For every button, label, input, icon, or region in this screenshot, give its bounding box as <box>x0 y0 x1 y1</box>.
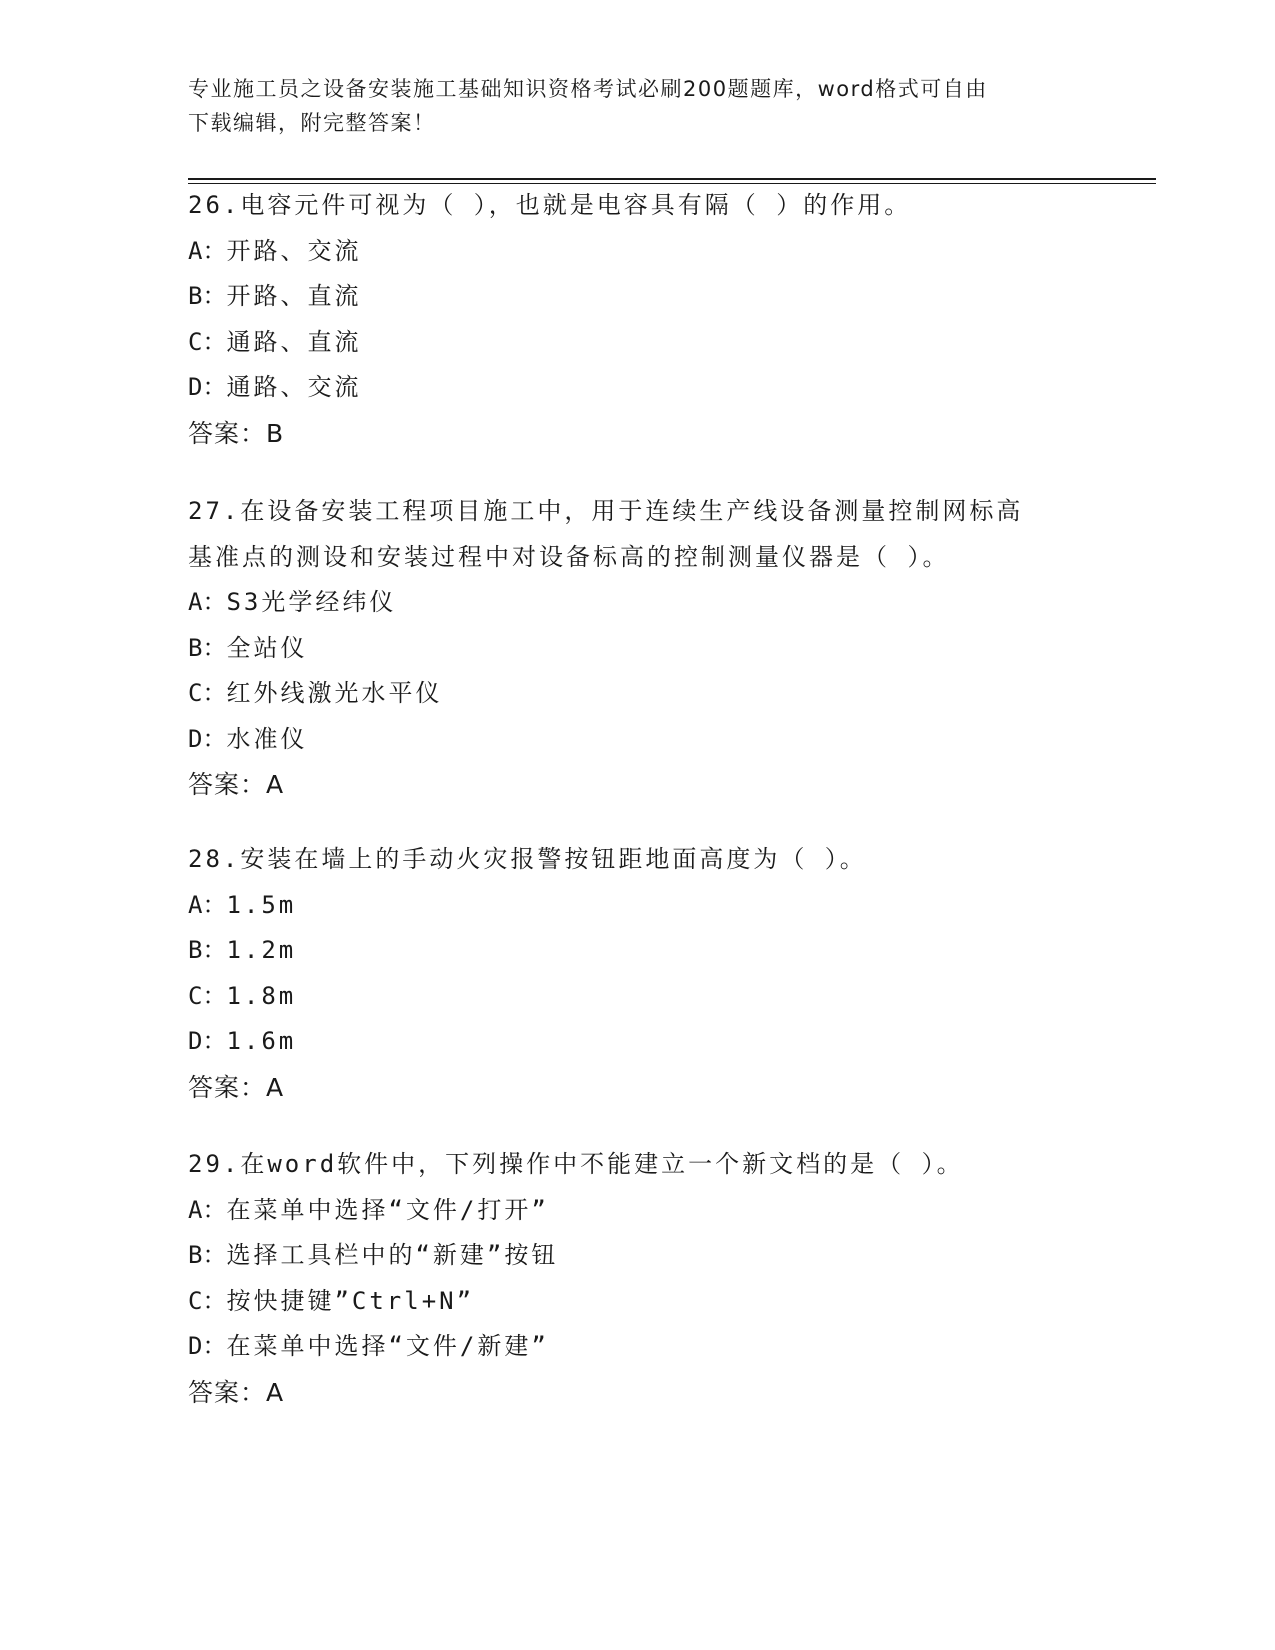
option-text: 在菜单中选择“文件/打开” <box>226 1195 549 1224</box>
option-key: A： <box>188 588 227 616</box>
option-b <box>188 626 1048 672</box>
option-text: 开路、直流 <box>226 282 362 310</box>
option-text: 全站仪 <box>226 633 308 662</box>
document-header <box>188 72 1068 140</box>
option-text: 通路、交流 <box>226 373 362 401</box>
option-key: D： <box>188 373 227 401</box>
option-key: C： <box>188 981 227 1010</box>
option-key: D： <box>188 1027 227 1055</box>
header-line-1: 专业施工员之设备安装施工基础知识资格考试必刷200题题库，word格式可自由 <box>188 77 988 101</box>
option-text: 1.5m <box>226 890 297 919</box>
question-stem: 27.在设备安装工程项目施工中，用于连续生产线设备测量控制网标高基准点的测设和安装过程中对设备标高的控制测量仪器是（ ）。 <box>188 497 1024 571</box>
header-divider-thick <box>188 178 1156 180</box>
option-a <box>188 1188 1088 1234</box>
option-key: B： <box>188 1241 227 1269</box>
question-27 <box>188 489 1048 808</box>
option-c <box>188 974 1088 1020</box>
answer-line: 答案：B <box>188 418 285 448</box>
question-28 <box>188 837 1088 1110</box>
option-c <box>188 671 1048 717</box>
option-text: S3光学经纬仪 <box>226 588 397 616</box>
option-text: 水准仪 <box>226 724 308 753</box>
option-text: 选择工具栏中的“新建”按钮 <box>226 1241 559 1269</box>
option-key: B： <box>188 633 227 662</box>
option-a <box>188 229 1088 275</box>
question-stem: 26.电容元件可视为（ ），也就是电容具有隔（ ）的作用。 <box>188 191 912 219</box>
option-a <box>188 883 1088 929</box>
option-d <box>188 717 1048 763</box>
option-d <box>188 1324 1088 1370</box>
question-stem: 29.在word软件中，下列操作中不能建立一个新文档的是（ ）。 <box>188 1150 964 1178</box>
option-key: B： <box>188 936 227 964</box>
option-text: 红外线激光水平仪 <box>226 679 443 707</box>
option-text: 在菜单中选择“文件/新建” <box>226 1332 549 1360</box>
option-d <box>188 365 1088 411</box>
option-text: 1.8m <box>226 981 297 1010</box>
option-key: B： <box>188 282 227 310</box>
option-a <box>188 580 1048 626</box>
header-line-2: 下载编辑，附完整答案！ <box>188 111 436 135</box>
option-key: A： <box>188 1195 227 1224</box>
option-text: 开路、交流 <box>226 236 362 265</box>
option-key: C： <box>188 1286 227 1315</box>
option-text: 按快捷键”Ctrl+N” <box>226 1286 475 1315</box>
option-c <box>188 320 1088 366</box>
option-b <box>188 274 1088 320</box>
option-b <box>188 928 1088 974</box>
option-text: 1.2m <box>226 936 297 964</box>
option-key: D： <box>188 724 227 753</box>
question-29 <box>188 1142 1088 1415</box>
option-text: 1.6m <box>226 1027 297 1055</box>
option-b <box>188 1233 1088 1279</box>
option-key: C： <box>188 327 227 356</box>
option-key: A： <box>188 890 227 919</box>
answer-line: 答案：A <box>188 1072 285 1102</box>
question-26 <box>188 183 1088 456</box>
question-stem: 28.安装在墙上的手动火灾报警按钮距地面高度为（ ）。 <box>188 845 867 873</box>
option-d <box>188 1019 1088 1065</box>
option-c <box>188 1279 1088 1325</box>
option-key: C： <box>188 679 227 707</box>
option-text: 通路、直流 <box>226 327 362 356</box>
option-key: D： <box>188 1332 227 1360</box>
option-key: A： <box>188 236 227 265</box>
answer-line: 答案：A <box>188 770 285 799</box>
answer-line: 答案：A <box>188 1377 285 1407</box>
